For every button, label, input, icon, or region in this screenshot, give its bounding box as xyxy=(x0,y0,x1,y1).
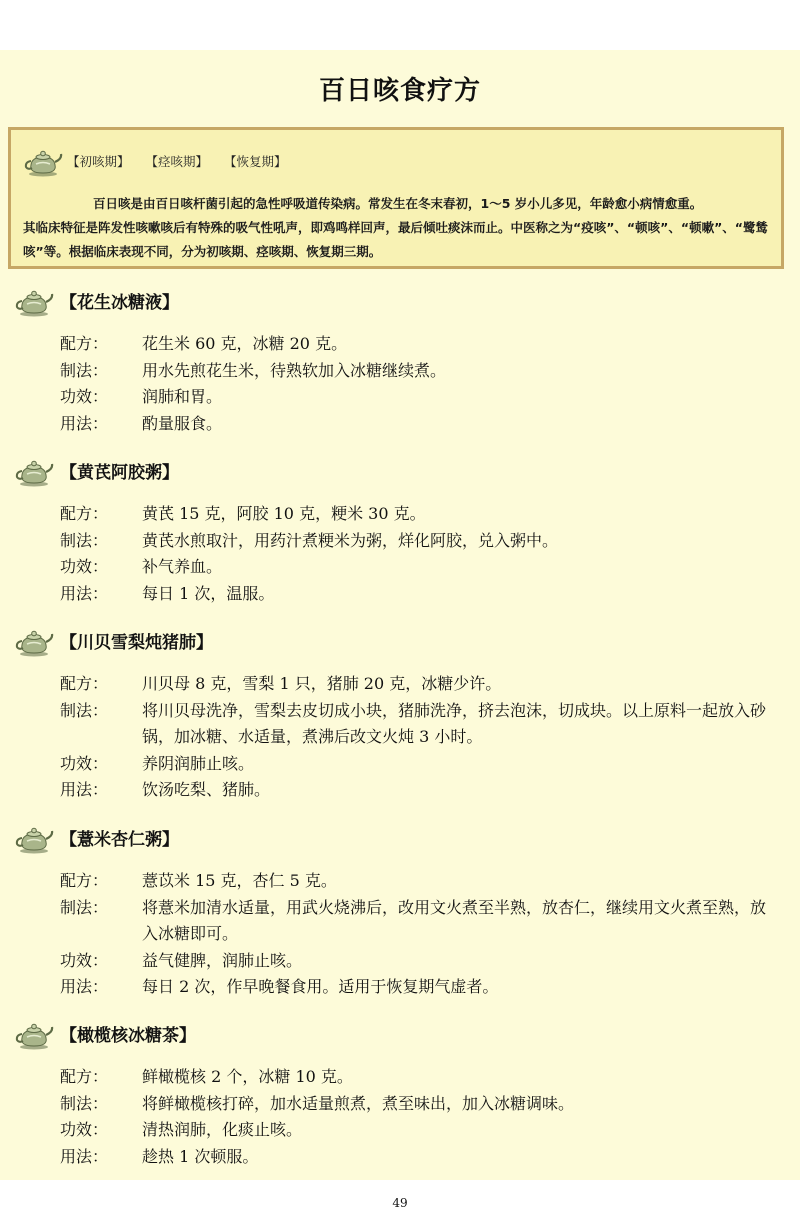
page-title: 百日咳食疗方 xyxy=(318,76,481,106)
method-value: 将川贝母洗净，雪梨去皮切成小块，猪肺洗净，挤去泡沫，切成块。以上原料一起放入砂锅，加冰糖、水适量，煮沸后改文火炖 3 小时。 xyxy=(142,700,767,746)
formula-row xyxy=(60,1064,780,1091)
effect-row xyxy=(60,554,780,581)
formula-label: 配方： xyxy=(60,871,109,890)
recipe-title: 【橄榄核冰糖茶】 xyxy=(60,1026,196,1046)
method-label: 制法： xyxy=(60,1093,109,1113)
formula-row xyxy=(60,868,780,895)
formula-value: 薏苡米 15 克，杏仁 5 克。 xyxy=(142,871,337,890)
method-value: 将鲜橄榄核打碎，加水适量煎煮，煮至味出，加入冰糖调味。 xyxy=(142,1093,575,1113)
formula-label: 配方： xyxy=(60,1067,109,1086)
teapot-icon xyxy=(14,822,54,854)
intro-box xyxy=(8,127,784,269)
teapot-icon xyxy=(14,285,54,317)
phase-spasm: 【痉咳期】 xyxy=(145,154,209,169)
method-row xyxy=(60,698,780,751)
usage-value: 每日 2 次，作早晚餐食用。适用于恢复期气虚者。 xyxy=(142,977,499,996)
formula-row xyxy=(60,671,780,698)
method-row xyxy=(60,528,780,555)
method-label: 制法： xyxy=(60,530,109,550)
phase-recovery: 【恢复期】 xyxy=(224,154,287,169)
page-number: 49 xyxy=(392,1196,408,1210)
formula-label: 配方： xyxy=(60,334,109,353)
effect-label: 功效： xyxy=(60,950,109,970)
effect-label: 功效： xyxy=(60,387,109,406)
recipe-title: 【花生冰糖液】 xyxy=(60,293,179,313)
teapot-icon xyxy=(14,455,54,487)
usage-label: 用法： xyxy=(60,780,109,799)
effect-row xyxy=(60,948,780,975)
recipe-title: 【川贝雪梨炖猪肺】 xyxy=(60,633,213,653)
method-value: 黄芪水煎取汁，用药汁煮粳米为粥，烊化阿胶，兑入粥中。 xyxy=(142,530,559,550)
formula-label: 配方： xyxy=(60,504,109,523)
method-row xyxy=(60,895,780,948)
effect-label: 功效： xyxy=(60,557,109,576)
intro-text xyxy=(23,192,783,264)
effect-value: 清热润肺，化痰止咳。 xyxy=(142,1120,303,1139)
intro-text-line1: 百日咳是由百日咳杆菌引起的急性呼吸道传染病。常发生在冬末春初，1～5 岁小儿多见，年龄愈小病情愈重。 xyxy=(93,196,703,211)
usage-label: 用法： xyxy=(60,413,109,433)
teapot-icon xyxy=(14,625,54,657)
method-value: 将薏米加清水适量，用武火烧沸后，改用文火煮至半熟，放杏仁，继续用文火煮至熟，放入冰糖即可。 xyxy=(142,897,767,943)
method-label: 制法： xyxy=(60,897,109,917)
usage-row xyxy=(60,1144,780,1171)
effect-value: 益气健脾，润肺止咳。 xyxy=(142,950,303,970)
usage-row xyxy=(60,411,780,438)
method-value: 用水先煎花生米，待熟软加入冰糖继续煮。 xyxy=(142,360,447,380)
usage-row xyxy=(60,974,780,1001)
method-label: 制法： xyxy=(60,360,109,380)
effect-label: 功效： xyxy=(60,753,109,773)
formula-value: 鲜橄榄核 2 个，冰糖 10 克。 xyxy=(142,1067,353,1086)
teapot-icon xyxy=(14,1018,54,1050)
method-row xyxy=(60,358,780,385)
formula-value: 花生米 60 克，冰糖 20 克。 xyxy=(142,334,348,353)
effect-row xyxy=(60,1117,780,1144)
recipe-title: 【薏米杏仁粥】 xyxy=(60,830,179,850)
phase-list xyxy=(67,152,299,170)
effect-row xyxy=(60,751,780,778)
formula-value: 川贝母 8 克，雪梨 1 只，猪肺 20 克，冰糖少许。 xyxy=(142,674,502,693)
usage-value: 趁热 1 次顿服。 xyxy=(142,1146,259,1166)
usage-value: 每日 1 次，温服。 xyxy=(142,583,275,603)
formula-row xyxy=(60,501,780,528)
effect-value: 补气养血。 xyxy=(142,557,223,576)
effect-label: 功效： xyxy=(60,1120,109,1139)
effect-value: 养阴润肺止咳。 xyxy=(142,753,255,773)
formula-value: 黄芪 15 克，阿胶 10 克，粳米 30 克。 xyxy=(142,504,426,523)
usage-label: 用法： xyxy=(60,977,109,996)
formula-label: 配方： xyxy=(60,674,109,693)
effect-row xyxy=(60,384,780,411)
method-label: 制法： xyxy=(60,700,109,720)
usage-row xyxy=(60,777,780,804)
phase-early: 【初咳期】 xyxy=(67,154,130,169)
formula-row xyxy=(60,331,780,358)
usage-row xyxy=(60,581,780,608)
usage-value: 饮汤吃梨、猪肺。 xyxy=(142,780,271,799)
intro-text-rest: 其临床特征是阵发性咳嗽咳后有特殊的吸气性吼声，即鸡鸣样回声，最后倾吐痰沫而止。中医称之为“疫咳”、“顿咳”、“顿嗽”、“鹭鸶咳”等。根据临床表现不同，分为初咳期、痉咳期、恢复期三期。 xyxy=(23,220,769,259)
effect-value: 润肺和胃。 xyxy=(142,387,223,406)
usage-label: 用法： xyxy=(60,583,109,603)
teapot-icon xyxy=(23,145,63,177)
usage-value: 酌量服食。 xyxy=(142,413,223,433)
method-row xyxy=(60,1091,780,1118)
usage-label: 用法： xyxy=(60,1146,109,1166)
recipe-title: 【黄芪阿胶粥】 xyxy=(60,463,179,483)
